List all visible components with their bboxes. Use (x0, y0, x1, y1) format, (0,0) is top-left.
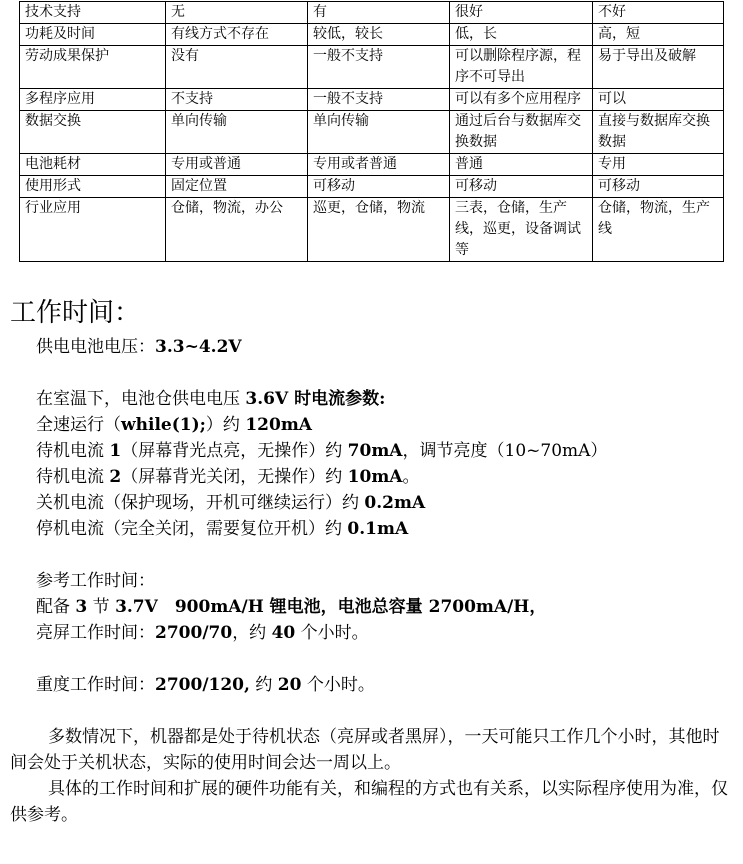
table-cell: 三表，仓储，生产线，巡更，设备调试等 (450, 198, 593, 262)
section-title: 工作时间： (10, 298, 141, 328)
table-cell: 单向传输 (166, 111, 308, 154)
heavy-formula: 2700/120, (155, 675, 250, 695)
row-label: 电池耗材 (20, 154, 166, 176)
heavy-text: 个小时。 (301, 675, 375, 695)
table-cell: 仓储，物流，办公 (166, 198, 308, 262)
table-row (20, 46, 724, 89)
current-value: 0.1mA (347, 519, 409, 539)
table-cell: 一般不支持 (308, 89, 450, 111)
header-cell: 很好 (450, 2, 593, 24)
current-item-standby-1 (10, 438, 732, 464)
battery-text: 节 (87, 597, 116, 617)
bright-time-line (10, 620, 732, 646)
table-cell: 通过后台与数据库交换数据 (450, 111, 593, 154)
current-item-shutdown (10, 490, 732, 516)
voltage-label: 供电电池电压： (36, 337, 155, 357)
current-value: 10mA (347, 467, 403, 487)
row-label: 数据交换 (20, 111, 166, 154)
current-intro-text: 在室温下，电池仓供电电压 (36, 389, 246, 409)
table-cell: 可以删除程序源，程序不可导出 (450, 46, 593, 89)
current-item-full-speed (10, 412, 732, 438)
current-intro-voltage: 3.6V (245, 389, 289, 409)
table-row (20, 198, 724, 262)
spacer (10, 698, 732, 724)
bright-text: ，约 (232, 623, 272, 643)
section-body (10, 334, 732, 828)
battery-line (10, 594, 732, 620)
header-cell: 不好 (593, 2, 724, 24)
table-cell: 可以有多个应用程序 (450, 89, 593, 111)
heavy-time-line (10, 672, 732, 698)
table-cell: 专用 (593, 154, 724, 176)
bright-label: 亮屏工作时间： (36, 623, 155, 643)
current-extra: 。 (402, 467, 420, 487)
reference-title: 参考工作时间： (36, 571, 155, 591)
row-label: 功耗及时间 (20, 24, 166, 46)
table-cell: 没有 (166, 46, 308, 89)
table-cell: 较低，较长 (308, 24, 450, 46)
table-row (20, 176, 724, 198)
table-row (20, 154, 724, 176)
current-label: 待机电流 (36, 467, 110, 487)
current-extra: ，调节亮度（10~70mA） (402, 441, 608, 461)
table-cell: 普通 (450, 154, 593, 176)
current-value: 0.2mA (364, 493, 426, 513)
table-cell: 可以 (593, 89, 724, 111)
row-label: 使用形式 (20, 176, 166, 198)
header-cell: 技术支持 (20, 2, 166, 24)
current-code: 1 (109, 441, 122, 461)
bright-text: 个小时。 (295, 623, 369, 643)
current-value: 120mA (245, 415, 312, 435)
spacer (10, 646, 732, 672)
table-body (20, 2, 724, 262)
current-mid: （屏幕背光点亮，无操作）约 (121, 441, 348, 461)
battery-spec: 3.7V 900mA/H (115, 597, 264, 617)
current-item-standby-2 (10, 464, 732, 490)
table-cell: 低，长 (450, 24, 593, 46)
table-cell: 单向传输 (308, 111, 450, 154)
table-cell: 专用或普通 (166, 154, 308, 176)
table-row (20, 111, 724, 154)
table-cell: 有线方式不存在 (166, 24, 308, 46)
table-cell: 高，短 (593, 24, 724, 46)
current-intro (10, 386, 732, 412)
table-row (20, 89, 724, 111)
voltage-value: 3.3~4.2V (155, 337, 242, 357)
current-intro-suffix: 时电流参数: (288, 389, 386, 409)
spacer (10, 542, 732, 568)
table-header-row (20, 2, 724, 24)
table-cell: 一般不支持 (308, 46, 450, 89)
row-label: 行业应用 (20, 198, 166, 262)
table-cell: 巡更，仓储，物流 (308, 198, 450, 262)
table-cell: 可移动 (593, 176, 724, 198)
battery-text: 锂电池，电池总容量 (263, 597, 429, 617)
battery-text: 配备 (36, 597, 76, 617)
current-mid: ）约 (205, 415, 246, 435)
table-cell: 不支持 (166, 89, 308, 111)
table-cell: 固定位置 (166, 176, 308, 198)
table-cell: 专用或者普通 (308, 154, 450, 176)
row-label: 多程序应用 (20, 89, 166, 111)
usage-paragraph: 多数情况下，机器都是处于待机状态（亮屏或者黑屏），一天可能只工作几个小时，其他时间会处于关机状态，实际的使用时间会达一周以上。 (10, 727, 720, 773)
current-label: 关机电流（保护现场，开机可继续运行）约 (36, 493, 365, 513)
battery-capacity: 2700mA/H (428, 597, 530, 617)
current-label: 停机电流（完全关闭，需要复位开机）约 (36, 519, 348, 539)
bright-hours: 40 (271, 623, 296, 643)
row-label: 劳动成果保护 (20, 46, 166, 89)
bright-formula: 2700/70 (155, 623, 233, 643)
battery-count: 3 (75, 597, 88, 617)
battery-text: ， (529, 597, 547, 617)
heavy-hours: 20 (277, 675, 302, 695)
current-label: 待机电流 (36, 441, 110, 461)
heavy-label: 重度工作时间： (36, 675, 155, 695)
current-label: 全速运行（ (36, 415, 121, 435)
current-code: while(1); (121, 415, 206, 435)
table-cell: 仓储，物流，生产线 (593, 198, 724, 262)
header-cell: 有 (308, 2, 450, 24)
voltage-line (10, 334, 732, 360)
table-cell: 可移动 (308, 176, 450, 198)
heavy-text: 约 (249, 675, 278, 695)
table-cell: 直接与数据库交换数据 (593, 111, 724, 154)
header-cell: 无 (166, 2, 308, 24)
table-cell: 可移动 (450, 176, 593, 198)
table-row (20, 24, 724, 46)
disclaimer-paragraph: 具体的工作时间和扩展的硬件功能有关，和编程的方式也有关系，以实际程序使用为准，仅供参考。 (10, 779, 728, 825)
spacer (10, 360, 732, 386)
current-item-halt (10, 516, 732, 542)
comparison-table (19, 1, 724, 262)
current-mid: （屏幕背光关闭，无操作）约 (121, 467, 348, 487)
current-code: 2 (109, 467, 122, 487)
table-cell: 易于导出及破解 (593, 46, 724, 89)
current-value: 70mA (347, 441, 403, 461)
